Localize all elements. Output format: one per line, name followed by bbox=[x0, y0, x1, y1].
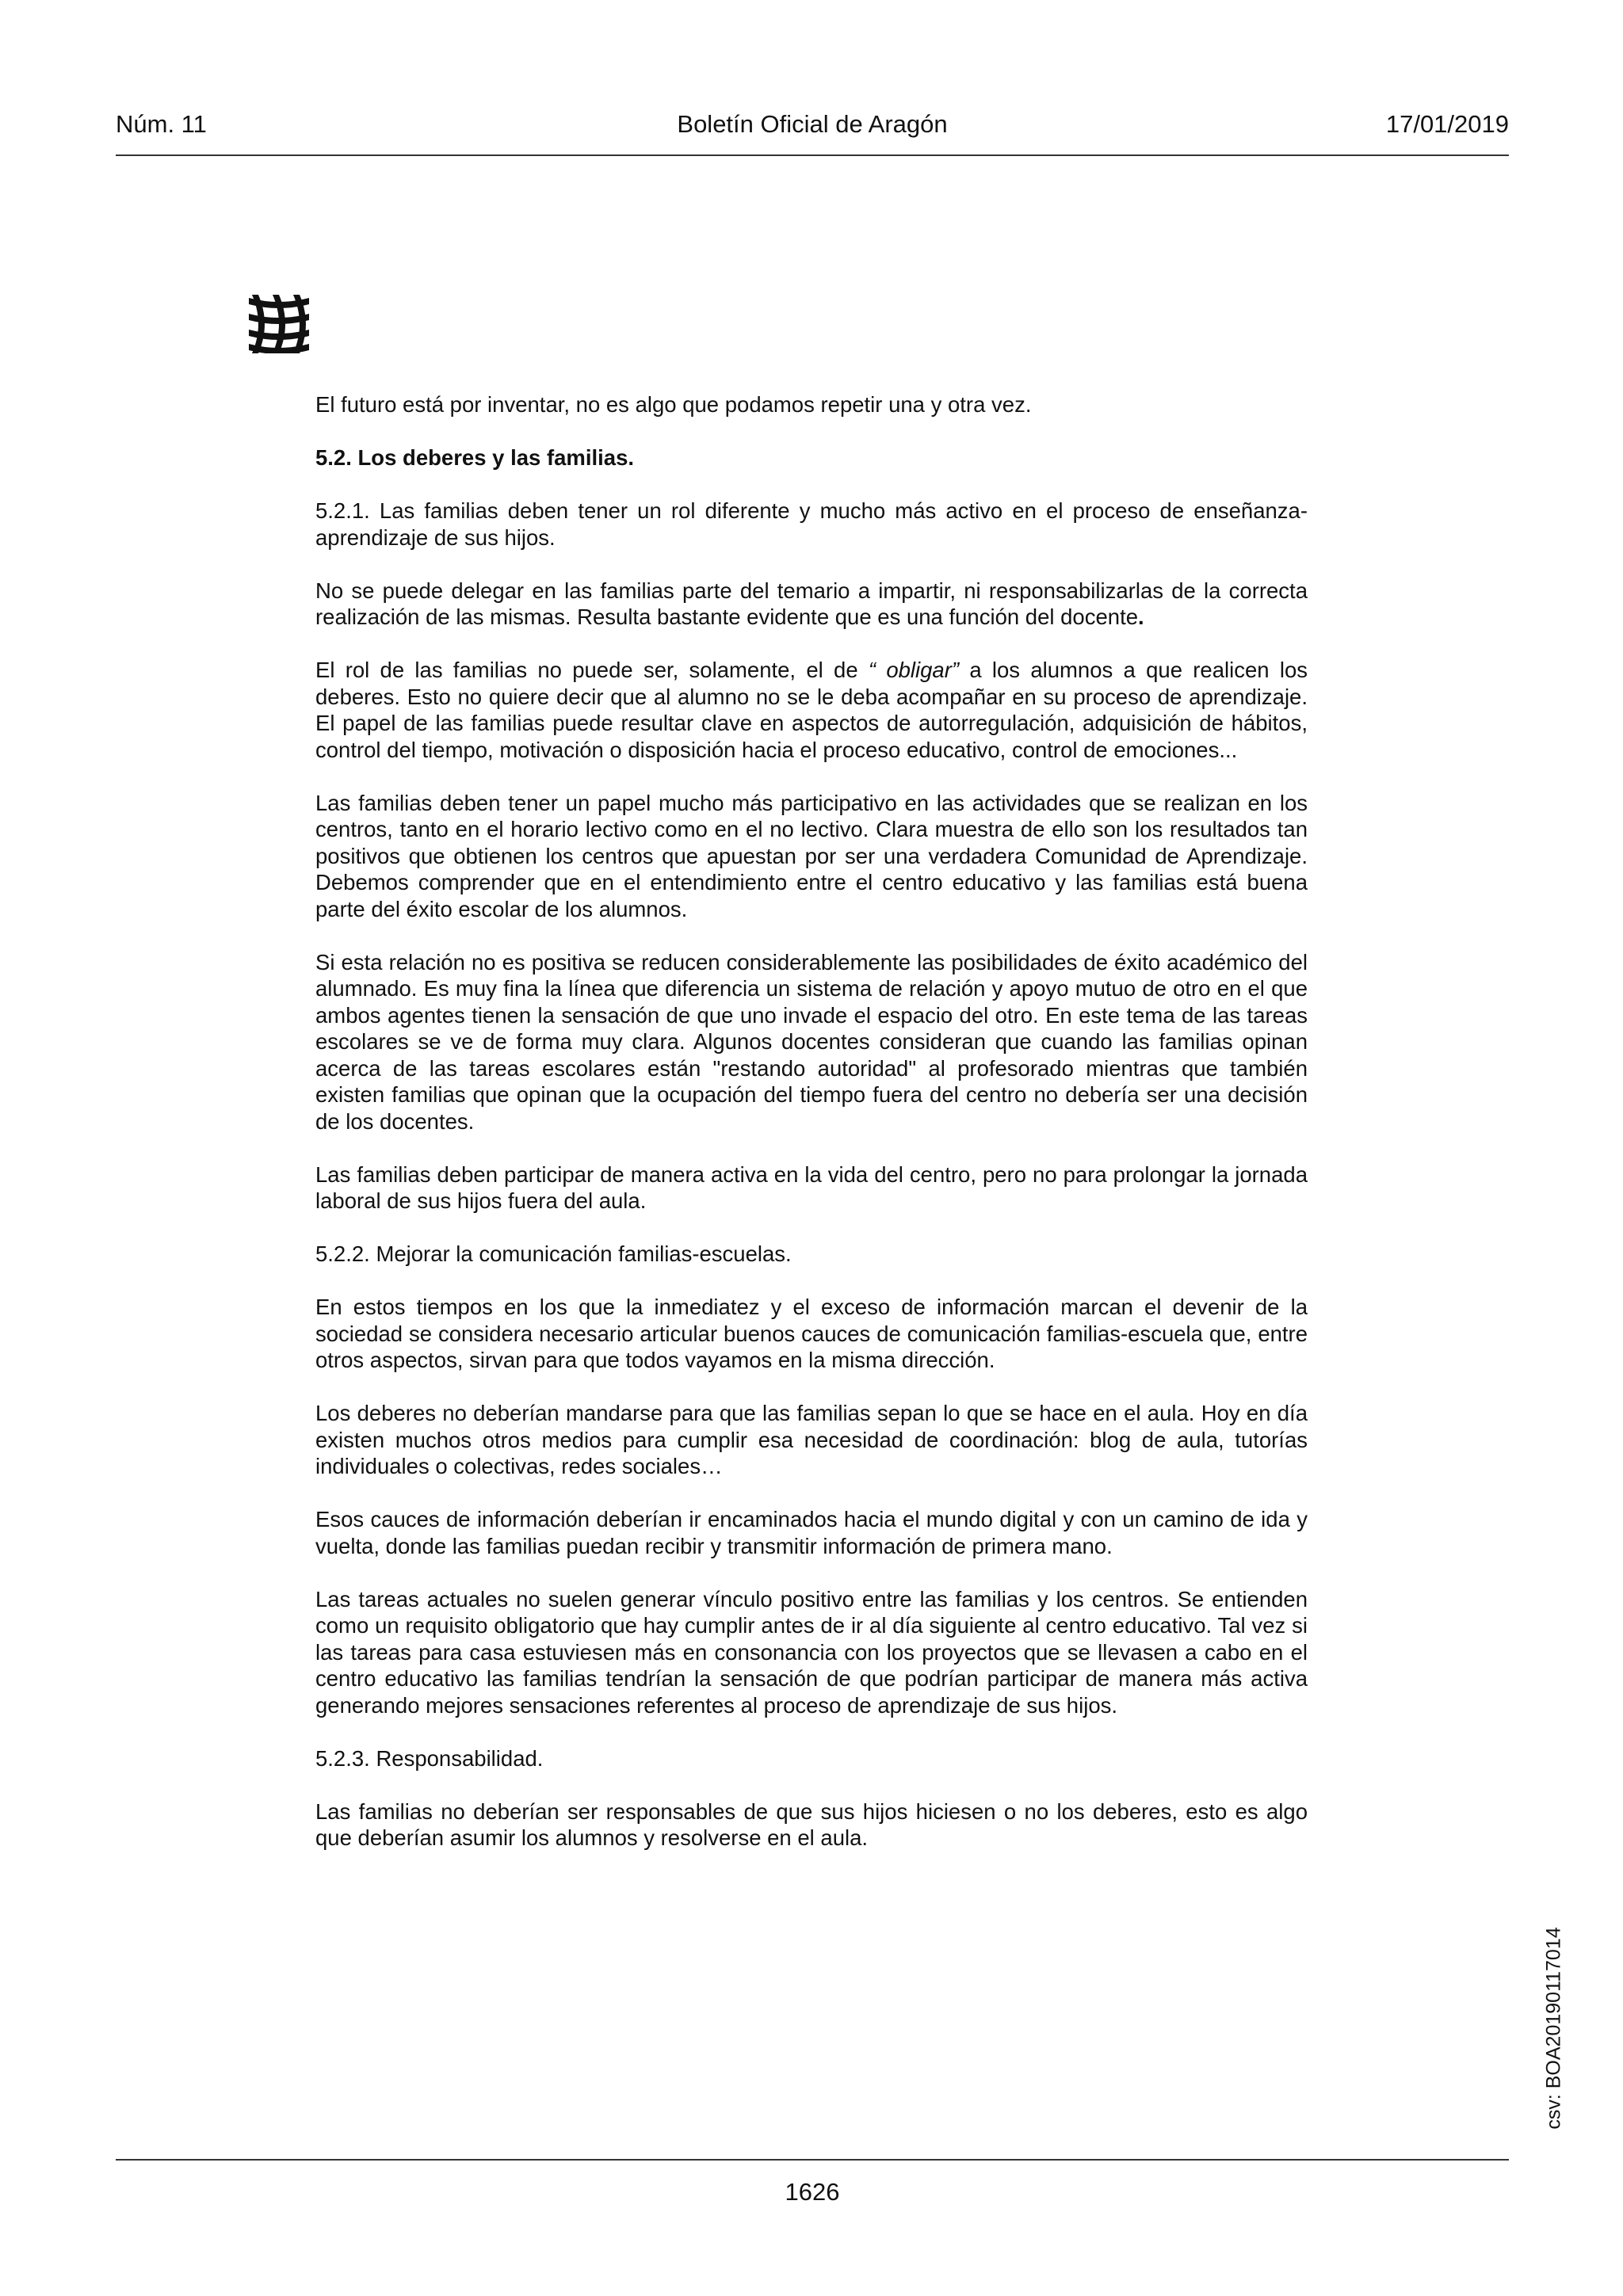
csv-code bbox=[1542, 1909, 1566, 2147]
paragraph: El futuro está por inventar, no es algo que podamos repetir una y otra vez. bbox=[315, 392, 1032, 417]
document-body bbox=[315, 391, 1308, 1878]
paragraph: Esos cauces de información deberían ir encaminados hacia el mundo digital y con un camino de ida y vuelta, donde las familias puedan recibir y transmitir información de primera mano. bbox=[315, 1507, 1308, 1558]
paragraph bbox=[315, 657, 1308, 763]
paragraph-text: El rol de las familias no puede ser, solamente, el de bbox=[315, 658, 869, 682]
csv-code-text: csv: BOA20190117014 bbox=[1542, 1927, 1565, 2130]
header-divider bbox=[116, 154, 1509, 156]
paragraph: 5.2.1. Las familias deben tener un rol diferente y mucho más activo en el proceso de enseñanza-aprendizaje de sus hijos. bbox=[315, 498, 1308, 550]
aragon-emblem-icon bbox=[247, 295, 311, 353]
paragraph: Si esta relación no es positiva se reducen considerablemente las posibilidades de éxito académico del alumnado. Es muy fina la línea que diferencia un sistema de relación y apoyo mutuo de otro en el que ambos agentes tienen la sensación de que uno invade el espacio del otro. En este tema de las tareas escolares se ve de forma muy clara. Algunos docentes consideran que cuando las familias opinan acerca de las tareas escolares están "restando autoridad" al profesorado mientras que también existen familias que opinan que la ocupación del tiempo fuera del centro no debería ser una decisión de los docentes. bbox=[315, 949, 1308, 1134]
paragraph: Las familias no deberían ser responsables de que sus hijos hiciesen o no los deberes, esto es algo que deberían asumir los alumnos y resolverse en el aula. bbox=[315, 1798, 1308, 1850]
paragraph: Las familias deben participar de manera activa en la vida del centro, pero no para prolongar la jornada laboral de sus hijos fuera del aula. bbox=[315, 1161, 1308, 1213]
paragraph: Los deberes no deberían mandarse para que las familias sepan lo que se hace en el aula. Hoy en día existen muchos otros medios para cumplir esa necesidad de coordinación: blog de aula, tutorías individuales o colectivas, redes sociales… bbox=[315, 1401, 1308, 1478]
paragraph: Las tareas actuales no suelen generar vínculo positivo entre las familias y los centros. Se entienden como un requisito obligatorio que hay cumplir antes de ir al día siguiente al centro educativo. Tal vez si las tareas para casa estuviesen más en consonancia con los proyectos que se llevasen a cabo en el centro educativo las familias tendrían la sensación de que podrían participar de manera más activa generando mejores sensaciones referentes al proceso de aprendizaje de sus hijos. bbox=[315, 1586, 1308, 1718]
page-header bbox=[116, 103, 1509, 146]
paragraph-bold-end: . bbox=[1138, 605, 1144, 629]
paragraph bbox=[315, 578, 1308, 631]
page-number: 1626 bbox=[785, 2178, 840, 2206]
publication-title: Boletín Oficial de Aragón bbox=[677, 110, 948, 138]
emphasis-text: “ obligar” bbox=[868, 658, 960, 682]
subsection-title: 5.2.2. Mejorar la comunicación familias-escuelas. bbox=[315, 1241, 792, 1266]
paragraph-text: a los alumnos a que realicen los deberes. Esto no quiere decir que al alumno no se le deba acompañar en su proceso de aprendizaje. El papel de las familias puede resultar clave en aspectos de autorregulación, adquisición de hábitos, control del tiempo, motivación o disposición hacia el proceso educativo, control de emociones... bbox=[315, 658, 1308, 762]
paragraph: Las familias deben tener un papel mucho más participativo en las actividades que se realizan en los centros, tanto en el horario lectivo como en el no lectivo. Clara muestra de ello son los resultados tan positivos que obtienen los centros que apuestan por ser una verdadera Comunidad de Aprendizaje. Debemos comprender que en el entendimiento entre el centro educativo y las familias está buena parte del éxito escolar de los alumnos. bbox=[315, 790, 1308, 921]
section-heading: 5.2. Los deberes y las familias. bbox=[315, 445, 635, 470]
paragraph-text: No se puede delegar en las familias parte del temario a impartir, ni responsabilizarlas de la correcta realización de las mismas. Resulta bastante evidente que es una función del docente bbox=[315, 578, 1308, 629]
footer-divider bbox=[116, 2159, 1509, 2161]
paragraph: En estos tiempos en los que la inmediatez y el exceso de información marcan el devenir de la sociedad se considera necesario articular buenos cauces de comunicación familias-escuela que, entre otros aspectos, sirvan para que todos vayamos en la misma dirección. bbox=[315, 1295, 1308, 1372]
subsection-title: 5.2.3. Responsabilidad. bbox=[315, 1745, 544, 1771]
publication-date: 17/01/2019 bbox=[1385, 110, 1509, 138]
issue-number: Núm. 11 bbox=[116, 110, 207, 138]
